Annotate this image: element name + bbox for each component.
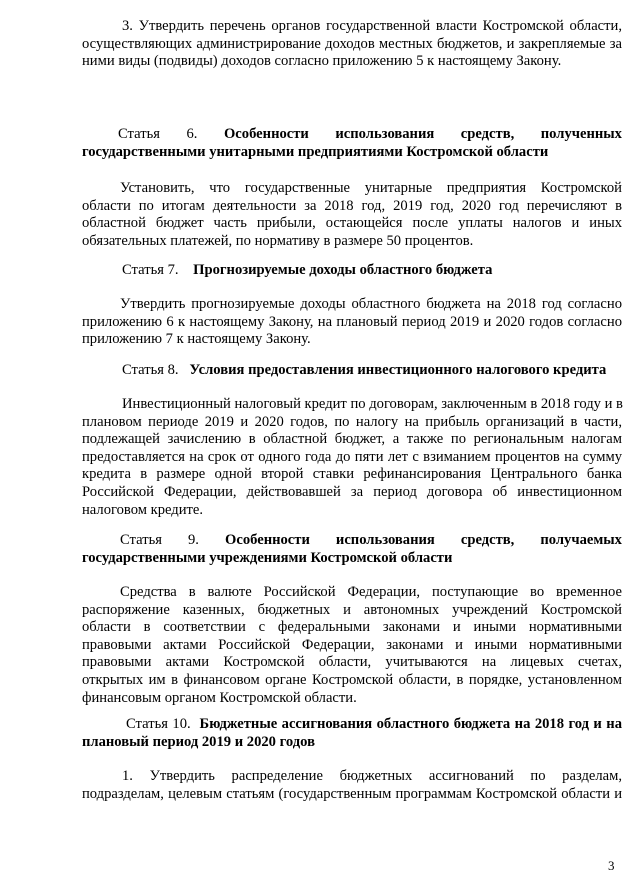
item-3-paragraph <box>82 18 622 71</box>
text-line: налоговом кредите. <box>82 501 204 518</box>
article-label: Статья 9. <box>120 532 199 548</box>
text-line: открытых им в финансовом органе Костромской области, в порядке, установленном <box>82 671 622 688</box>
heading-line <box>82 362 622 380</box>
text-line: приложению 6 к настоящему Закону, на плановый период 2019 и 2020 годов согласно <box>82 313 622 330</box>
article-8-body <box>82 396 622 519</box>
article-6-heading <box>82 126 622 161</box>
text-line: правовыми актами Костромской области, учитываются на лицевых счетах, <box>82 654 622 671</box>
text-line: 3. Утвердить перечень органов государственной власти Костромской области, <box>122 18 622 34</box>
article-6-body <box>82 180 622 250</box>
text-line: 1. Утвердить распределение бюджетных ассигнований по разделам, <box>122 768 622 784</box>
heading-line <box>82 126 622 144</box>
text-line: области в соответствии с федеральными законами и иными нормативными <box>82 619 622 636</box>
article-title: Особенности использования средств, полученных <box>223 126 622 142</box>
article-title: Особенности использования средств, получаемых <box>224 532 622 548</box>
text-line: распоряжение казенных, бюджетных и автономных учреждений Костромской <box>82 601 622 618</box>
text-line: правовыми актами Российской Федерации, законами и иными нормативными <box>82 636 622 653</box>
text-line: области по итогам деятельности за 2018 год, 2019 год, 2020 год перечисляют в <box>82 197 622 214</box>
text-line: областной бюджет часть прибыли, остающейся после уплаты налогов и иных <box>82 215 622 232</box>
text-line: подразделам, целевым статьям (государственным программам Костромской области и <box>82 785 622 802</box>
text-line: подлежащей зачислению в областной бюджет, а также по региональным налогам <box>82 431 622 448</box>
article-10-body <box>82 768 622 803</box>
page-number: 3 <box>608 858 615 873</box>
text-line: ними виды (подвиды) доходов согласно приложению 5 к настоящему Закону. <box>82 53 562 70</box>
heading-line <box>82 262 622 280</box>
article-7-body <box>82 296 622 349</box>
article-label: Статья 6. <box>118 126 198 142</box>
article-8-heading <box>82 362 622 380</box>
text-line: обязательных платежей, по нормативу в размере 50 процентов. <box>82 232 474 249</box>
text-line: плановом периоде 2019 и 2020 годов, по налогу на прибыль организаций в части, <box>82 413 622 430</box>
article-9-heading <box>82 532 622 567</box>
text-line: Утвердить прогнозируемые доходы областного бюджета на 2018 год согласно <box>120 296 622 312</box>
article-9-body <box>82 584 622 707</box>
text-line: приложению 7 к настоящему Закону. <box>82 331 311 348</box>
article-7-heading <box>82 262 622 280</box>
article-title: Условия предоставления инвестиционного налогового кредита <box>189 362 607 378</box>
text-line: предоставляется на срок от одного года до пяти лет с взиманием процентов на сумму <box>82 448 622 465</box>
heading-line: плановый период 2019 и 2020 годов <box>82 733 315 750</box>
article-title: Прогнозируемые доходы областного бюджета <box>193 262 493 278</box>
heading-line: государственными унитарными предприятиями Костромской области <box>82 143 549 160</box>
heading-line: государственными учреждениями Костромской области <box>82 549 453 566</box>
article-label: Статья 7. <box>122 262 179 278</box>
article-label: Статья 10. <box>126 716 191 732</box>
article-title: Бюджетные ассигнования областного бюджета на 2018 год и на <box>199 716 622 732</box>
text-line: Российской Федерации, действовавшей за период договора об инвестиционном <box>82 483 622 500</box>
text-line: Средства в валюте Российской Федерации, поступающие во временное <box>120 584 622 600</box>
text-line: кредита в размере одной второй ставки рефинансирования Центрального банка <box>82 466 622 483</box>
article-10-heading <box>82 716 622 751</box>
text-line: Установить, что государственные унитарные предприятия Костромской <box>120 180 622 196</box>
article-label: Статья 8. <box>122 362 179 378</box>
text-line: финансовым органом Костромской области. <box>82 689 357 706</box>
heading-line <box>82 532 622 550</box>
heading-line <box>82 716 622 734</box>
text-line: Инвестиционный налоговый кредит по договорам, заключенным в 2018 году и в <box>122 396 623 412</box>
text-line: осуществляющих администрирование доходов местных бюджетов, и закрепляемые за <box>82 35 622 52</box>
